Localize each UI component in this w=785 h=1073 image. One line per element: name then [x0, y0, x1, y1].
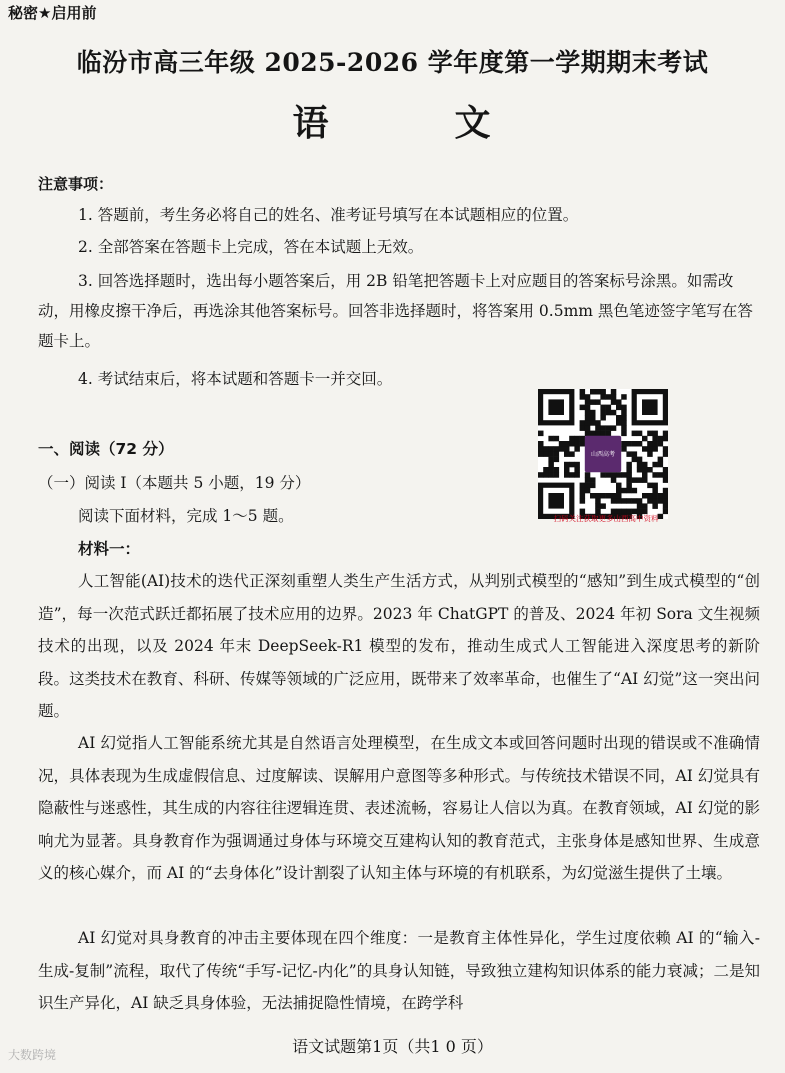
exam-title: 临汾市高三年级 2025-2026 学年度第一学期期末考试	[76, 48, 709, 77]
notice-item-1: 1. 答题前，考生务必将自己的姓名、准考证号填写在本试题相应的位置。	[78, 206, 579, 224]
confidential-label: 秘密★启用前	[8, 4, 97, 22]
reading-instruction: 阅读下面材料，完成 1～5 题。	[78, 507, 294, 525]
watermark: 大数跨境	[8, 1048, 57, 1062]
subject-char-1: 语	[292, 102, 331, 144]
section-subtitle: （一）阅读 I（本题共 5 小题，19 分）	[38, 474, 311, 492]
qr-code-icon[interactable]	[538, 389, 668, 519]
page-footer: 语文试题第1页（共1 0 页）	[292, 1037, 493, 1056]
qr-caption: 扫码关注获取更多山西高中资料	[553, 514, 659, 523]
paragraph-2: AI 幻觉指人工智能系统尤其是自然语言处理模型，在生成文本或回答问题时出现的错误或不准确情况，具体表现为生成虚假信息、过度解读、误解用户意图等多种形式。与传统技术错误不同，AI 幻觉具有隐蔽性与迷惑性，其生成的内容往往逻辑连贯、表述流畅，容易让人信以为真。在教育领域，AI 幻觉的影响尤为显著。具身教育作为强调通过身体与环境交互建构认知的教育范式，主张身体是感知世界、生成意义的核心媒介，而 AI 的“去身体化”设计割裂了认知主体与环境的有机联系，为幻觉滋生提供了土壤。	[38, 734, 760, 883]
subject-char-2: 文	[454, 102, 493, 144]
material-label: 材料一：	[78, 539, 141, 558]
paragraph-1: 人工智能(AI)技术的迭代正深刻重塑人类生产生活方式，从判别式模型的“感知”到生成式模型的“创造”，每一次范式跃迁都拓展了技术应用的边界。2023 年 ChatGPT 的普及、2024 年初 Sora 文生视频技术的出现，以及 2024 年末 DeepSeek-R1 模型的发布，推动生成式人工智能进入深度思考的新阶段。这类技术在教育、科研、传媒等领域的广泛应用，既带来了效率革命，也催生了“AI 幻觉”这一突出问题。	[38, 572, 760, 721]
qr-center-label: 山西高考	[590, 451, 616, 458]
notice-item-4: 4. 考试结束后，将本试题和答题卡一并交回。	[78, 370, 393, 388]
notice-heading: 注意事项：	[38, 175, 114, 193]
paragraph-3: AI 幻觉对具身教育的冲击主要体现在四个维度：一是教育主体性异化，学生过度依赖 AI 的“输入-生成-复制”流程，取代了传统“手写-记忆-内化”的具身认知链，导致独立建构知识体系的能力衰减；二是知识生产异化，AI 缺乏具身体验，无法捕捉隐性情境，在跨学科	[38, 929, 761, 1013]
notice-item-3: 3. 回答选择题时，选出每小题答案后，用 2B 铅笔把答题卡上对应题目的答案标号涂黑。如需改动，用橡皮擦干净后，再选涂其他答案标号。回答非选择题时，将答案用 0.5mm 黑色笔迹签字笔写在答题卡上。	[38, 272, 753, 350]
notice-item-2: 2. 全部答案在答题卡上完成，答在本试题上无效。	[78, 238, 424, 256]
section-title: 一、阅读（72 分）	[38, 440, 174, 458]
subject-title	[0, 95, 785, 146]
